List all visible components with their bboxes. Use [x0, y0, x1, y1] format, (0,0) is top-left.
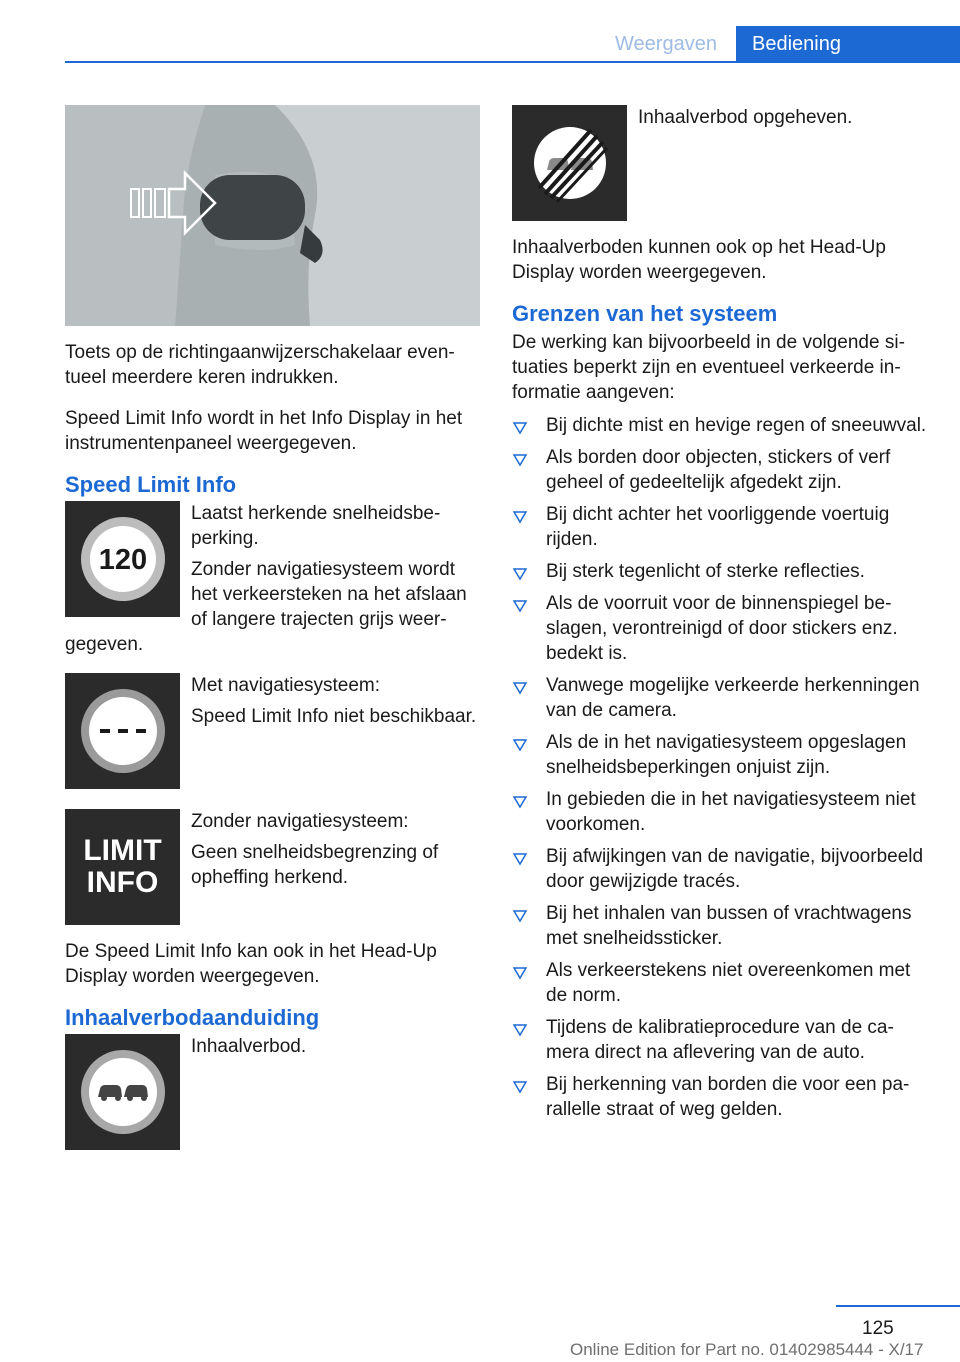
list-item: [512, 787, 928, 837]
limits-intro: De werking kan bijvoorbeeld in de volgende situaties beperkt zijn en eventueel verkeerde informatie aangeven:: [512, 332, 905, 403]
triangle-bullet-icon: [513, 962, 527, 987]
list-item: [512, 1072, 928, 1122]
list-item: [512, 1015, 928, 1065]
triangle-bullet-icon: [513, 791, 527, 816]
list-item: [512, 559, 928, 584]
triangle-bullet-icon: [513, 905, 527, 930]
list-item: [512, 413, 928, 438]
sign2-text-1: Met navigatiesysteem:: [191, 675, 381, 696]
page-number: 125: [862, 1318, 894, 1339]
list-item-text: Tijdens de kalibratieprocedure van de camera direct na aflevering van de auto.: [546, 1017, 894, 1063]
list-item: [512, 591, 928, 666]
list-item-text: Als borden door objecten, stickers of verf geheel of gedeeltelijk afgedekt zijn.: [546, 447, 891, 493]
speed-limit-120-sign: [65, 501, 180, 617]
header-tab-weergaven[interactable]: Weergaven: [615, 33, 717, 55]
no-overtaking-sign: [65, 1034, 180, 1150]
sign3-text-2: Geen snelheidsbegrenzing of opheffing herkend.: [191, 842, 439, 888]
turn-signal-stalk-photo: [65, 105, 480, 326]
sign-no-overtaking-block: [65, 1034, 481, 1160]
triangle-bullet-icon: [513, 1019, 527, 1044]
heading-overtake: Inhaalverbodaanduiding: [65, 1005, 320, 1030]
left-column: [65, 105, 481, 1160]
sign-unavailable-block: [65, 673, 481, 799]
sign1-text-2: Zonder navigatiesysteem wordt het verkeersteken na het afslaan of langere trajecten grijs weergegeven.: [65, 559, 467, 655]
turn-signal-stalk-illustration: [65, 105, 480, 326]
triangle-bullet-icon: [513, 417, 527, 442]
sign-number: 120: [98, 544, 147, 576]
speed-limit-unavailable-sign: [65, 673, 180, 789]
list-item: [512, 730, 928, 780]
list-item-text: Als de voorruit voor de binnenspiegel beslagen, verontreinigd of door stickers enz. bedekt is.: [546, 593, 898, 664]
heading-speed-limit-info: Speed Limit Info: [65, 472, 237, 497]
list-item: [512, 844, 928, 894]
triangle-bullet-icon: [513, 734, 527, 759]
sign1-text-1: Laatst herkende snelheidsbeperking.: [191, 503, 441, 549]
list-item-text: Bij herkenning van borden die voor een parallelle straat of weg gelden.: [546, 1074, 910, 1120]
limit-info-sign: [65, 809, 180, 925]
sign-overtake-lifted-block: [512, 105, 928, 235]
footer-rule: [836, 1305, 960, 1307]
hud-note: De Speed Limit Info kan ook in het Head-Up Display worden weergegeven.: [65, 941, 437, 987]
list-item-text: Bij afwijkingen van de navigatie, bijvoorbeeld door gewijzigde tracés.: [546, 846, 924, 892]
list-item: [512, 673, 928, 723]
sign4-text-1: Inhaalverbod.: [191, 1036, 307, 1057]
header-tab-bediening[interactable]: Bediening: [736, 26, 960, 62]
list-item: [512, 502, 928, 552]
info-display-note: Speed Limit Info wordt in het Info Display in het instrumentenpaneel weergegeven.: [65, 408, 463, 454]
limit-info-line-2: INFO: [86, 866, 159, 899]
triangle-bullet-icon: [513, 449, 527, 474]
list-item-text: Als de in het navigatiesysteem opgeslagen snelheidsbeperkingen onjuist zijn.: [546, 732, 907, 778]
sign3-text-1: Zonder navigatiesysteem:: [191, 811, 409, 832]
list-item-text: Bij dicht achter het voorliggende voertuig rijden.: [546, 504, 890, 550]
triangle-bullet-icon: [513, 563, 527, 588]
list-item-text: Vanwege mogelijke verkeerde herkenningen van de camera.: [546, 675, 920, 721]
triangle-bullet-icon: [513, 848, 527, 873]
list-item-text: Bij sterk tegenlicht of sterke reflecties.: [546, 561, 865, 582]
list-item-text: Als verkeerstekens niet overeenkomen met de norm.: [546, 960, 911, 1006]
sign-speed-limit-block: [65, 501, 481, 663]
list-item-text: In gebieden die in het navigatiesysteem niet voorkomen.: [546, 789, 916, 835]
list-item: [512, 958, 928, 1008]
triangle-bullet-icon: [513, 506, 527, 531]
overtaking-lifted-sign: [512, 105, 627, 221]
list-item: [512, 901, 928, 951]
list-item-text: Bij dichte mist en hevige regen of sneeuwval.: [546, 415, 927, 436]
limits-list: [512, 413, 928, 1122]
edition-note: Online Edition for Part no. 01402985444 - X/17: [570, 1340, 924, 1359]
triangle-bullet-icon: [513, 677, 527, 702]
header-rule: [65, 61, 960, 63]
triangle-bullet-icon: [513, 595, 527, 620]
list-item-text: Bij het inhalen van bussen of vrachtwagens met snelheidssticker.: [546, 903, 912, 949]
list-item: [512, 445, 928, 495]
stalk-instruction: Toets op de richtingaanwijzerschakelaar eventueel meerdere keren indrukken.: [65, 342, 455, 388]
right-column: [512, 105, 928, 1129]
sign-limit-info-block: [65, 809, 481, 935]
triangle-bullet-icon: [513, 1076, 527, 1101]
heading-system-limits: Grenzen van het systeem: [512, 301, 778, 326]
limit-info-line-1: LIMIT: [83, 834, 162, 867]
overtake-hud-note: Inhaalverboden kunnen ook op het Head-Up Display worden weergegeven.: [512, 237, 886, 283]
sign2-text-2: Speed Limit Info niet beschikbaar.: [191, 706, 477, 727]
sign5-text-1: Inhaalverbod opgeheven.: [638, 107, 853, 128]
